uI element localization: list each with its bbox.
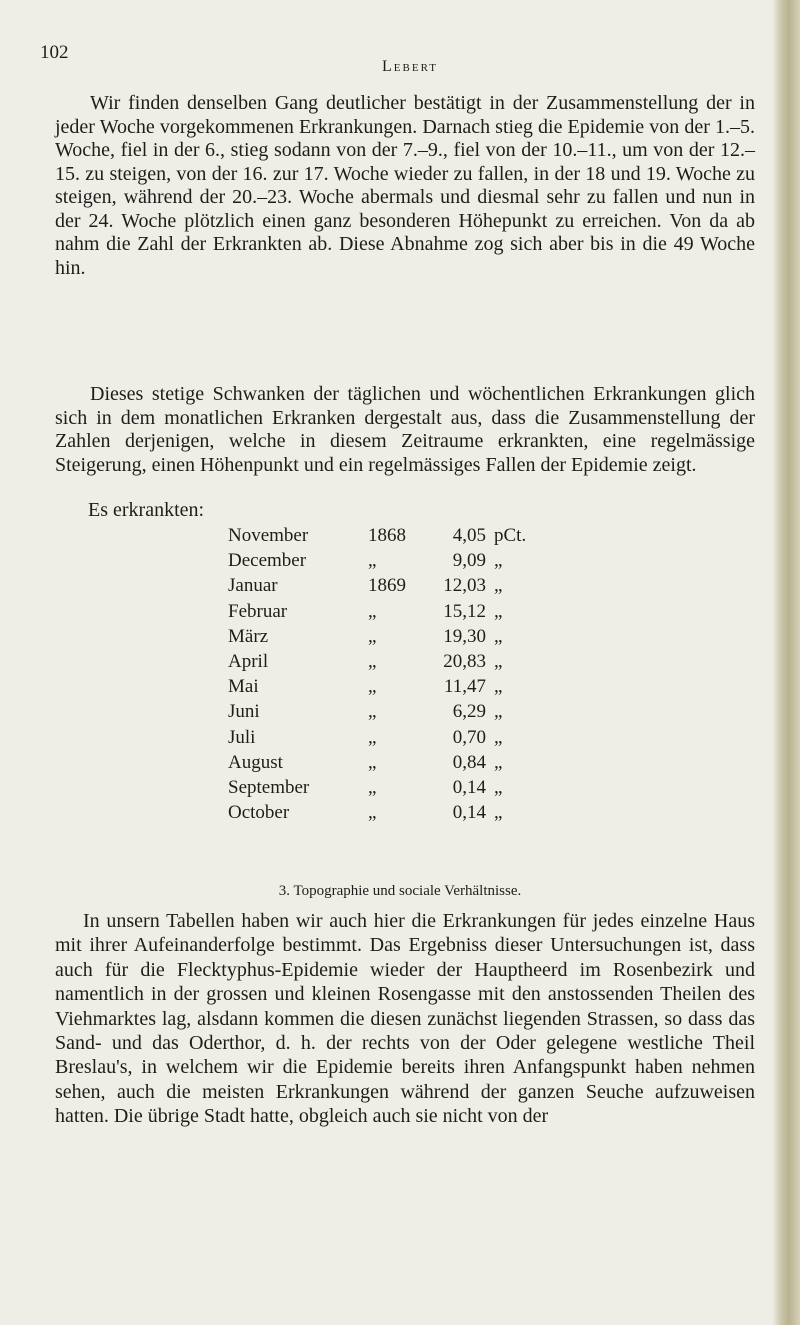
table-row [228, 601, 548, 626]
table-row [228, 752, 548, 777]
table-row [228, 626, 548, 651]
table-row [228, 651, 548, 676]
table-row [228, 701, 548, 726]
row-value: 0,70 [452, 726, 486, 748]
row-value: 19,30 [443, 625, 486, 647]
page-number: 102 [40, 42, 69, 63]
row-month: September [228, 776, 310, 798]
row-year: „ [368, 751, 377, 773]
row-month: December [228, 550, 307, 572]
row-unit: „ [494, 625, 503, 647]
row-month: August [228, 751, 283, 773]
row-value: 12,03 [443, 575, 486, 597]
table-row [228, 727, 548, 752]
row-month: Juli [228, 726, 256, 748]
row-month: October [228, 802, 290, 824]
row-month: November [228, 525, 309, 546]
row-value: 0,14 [452, 802, 486, 824]
row-value: 0,14 [452, 776, 486, 798]
row-month: März [228, 625, 269, 647]
row-value: 9,09 [452, 550, 486, 572]
row-unit: „ [494, 600, 503, 622]
row-unit: pCt. [494, 525, 527, 546]
table-row [228, 525, 548, 550]
section-heading: 3. Topographie und sociale Verhältnisse. [278, 883, 522, 899]
row-unit: „ [494, 550, 503, 572]
row-unit: „ [494, 650, 503, 672]
row-year: „ [368, 776, 377, 798]
row-year: „ [368, 625, 377, 647]
row-value: 20,83 [443, 650, 486, 672]
row-year: „ [368, 550, 377, 572]
row-value: 4,05 [452, 525, 486, 546]
row-year: „ [368, 726, 377, 748]
stats-lead-line: Es erkrankten: [88, 499, 205, 521]
row-year: 1869 [368, 575, 406, 597]
row-unit: „ [494, 802, 503, 824]
paragraph-monthly-course: Dieses stetige Schwanken der täglichen und wöchentlichen Erkrankungen glich sich in dem monatlichen Erkranken dergestalt aus, dass die Zusammenstellung der Zahlen derjenigen, welche in diesem Zeitraume erkrankten, eine regelmässige Steigerung, einen Höhenpunkt und ein regelmässiges Fallen der Epidemie zeigt. [55, 383, 755, 476]
row-month: April [228, 650, 269, 672]
row-unit: „ [494, 575, 503, 597]
table-row [228, 575, 548, 600]
row-year: „ [368, 701, 377, 723]
row-unit: „ [494, 751, 503, 773]
row-value: 0,84 [452, 751, 486, 773]
row-unit: „ [494, 726, 503, 748]
row-month: Mai [228, 676, 259, 698]
table-row [228, 676, 548, 701]
row-unit: „ [494, 701, 503, 723]
table-row [228, 802, 548, 827]
row-value: 6,29 [452, 701, 486, 723]
paragraph-topography: In unsern Tabellen haben wir auch hier die Erkrankungen für jedes einzelne Haus mit ihrer Aufeinanderfolge bestimmt. Das Ergebniss dieser Untersuchungen ist, dass auch für die Flecktyphus-Epidemie wieder der Hauptheerd im Rosenbezirk und namentlich in der grossen und kleinen Rosengasse mit den anstossenden Theilen des Viehmarktes lag, alsdann kommen die diesen zunächst liegenden Strassen, so dass das Sand- und das Oderthor, d. h. der rechts von der Oder gelegene westliche Theil Breslau's, in welchem wir die Epidemie bereits ihren Anfangspunkt haben nehmen sehen, auch die meisten Erkrankungen während der ganzen Seuche aufzuweisen hatten. Die übrige Stadt hatte, obgleich auch sie nicht von der [55, 910, 755, 1128]
row-year: 1868 [368, 525, 406, 546]
row-month: Januar [228, 575, 278, 597]
row-year: „ [368, 676, 377, 698]
paragraph-weekly-course: Wir finden denselben Gang deutlicher bestätigt in der Zusammenstellung der in jeder Woche vorgekommenen Erkrankungen. Darnach stieg die Epidemie von der 1.–5. Woche, fiel in der 6., stieg sodann von der 7.–9., fiel von der 10.–11., um von der 12.–15. zu steigen, von der 16. zur 17. Woche wieder zu fallen, in der 18 und 19. Woche zu steigen, während der 20.–23. Woche abermals und diesmal sehr zu fallen und nun in der 24. Woche plötzlich einen ganz besonderen Höhepunkt zu erreichen. Von da ab nahm die Zahl der Erkrankten ab. Diese Abnahme zog sich aber bis in die 49 Woche hin. [55, 92, 755, 279]
table-row [228, 777, 548, 802]
row-value: 15,12 [443, 600, 486, 622]
running-head: Lebert [382, 58, 438, 75]
table-row [228, 550, 548, 575]
row-month: Juni [228, 701, 260, 723]
row-month: Februar [228, 600, 288, 622]
page-binding-edge [772, 0, 800, 1325]
row-year: „ [368, 650, 377, 672]
row-unit: „ [494, 776, 503, 798]
row-unit: „ [494, 676, 503, 698]
row-year: „ [368, 802, 377, 824]
monthly-cases-table [228, 525, 548, 827]
row-year: „ [368, 600, 377, 622]
row-value: 11,47 [443, 676, 486, 698]
